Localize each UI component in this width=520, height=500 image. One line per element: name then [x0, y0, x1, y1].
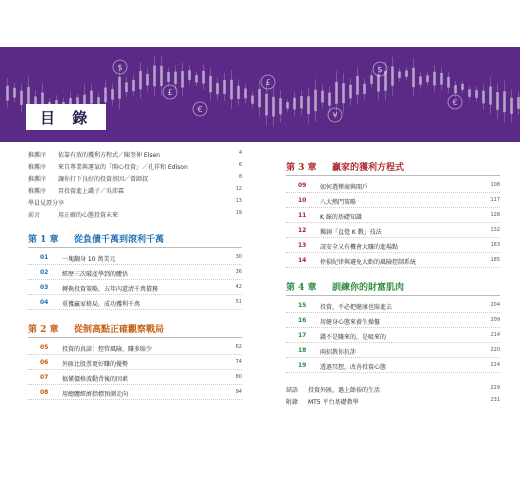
entry-title: 投資的真諦：控管風險、賺多賠少	[62, 346, 153, 353]
toc-title-box	[26, 104, 106, 130]
toc-entry	[28, 385, 242, 400]
toc-entry	[286, 208, 500, 223]
toc-entry	[28, 340, 242, 355]
toc-entry	[286, 358, 500, 373]
page-number: 185	[490, 257, 500, 263]
page-number: 229	[490, 385, 500, 391]
candle-body	[356, 76, 359, 95]
candle-body	[202, 71, 205, 84]
front-matter-label: 推薦序	[28, 152, 47, 159]
candle-body	[433, 72, 436, 86]
page-number: 231	[490, 397, 500, 403]
entry-title: K 線的基礎知識	[320, 214, 362, 221]
chapter-rule	[28, 247, 242, 248]
chapter-number: 第 3 章	[286, 163, 317, 173]
dollar-icon: $	[117, 63, 123, 72]
entry-number: 07	[40, 374, 49, 381]
candle-body	[370, 75, 373, 83]
page-number: 6	[238, 162, 242, 168]
toc-entry	[286, 343, 500, 358]
back-matter-title: MT5 平台基礎教學	[308, 399, 359, 406]
entry-title: 用健身心態來養生操盤	[320, 319, 381, 326]
page-number: 62	[235, 344, 242, 350]
page-number: 51	[235, 299, 242, 305]
candle-body	[265, 94, 268, 115]
candle-body	[286, 102, 289, 108]
entry-title: 用總體經濟指標預測走向	[62, 391, 129, 398]
candle-body	[188, 70, 191, 80]
page-number: 108	[490, 182, 500, 188]
chapter-heading	[28, 318, 242, 340]
page-number: 204	[490, 302, 500, 308]
entry-number: 03	[40, 284, 49, 291]
pound-icon: £	[167, 88, 173, 97]
candle-body	[125, 82, 128, 92]
front-matter-row	[28, 208, 242, 220]
candle-body	[426, 75, 429, 82]
toc-entry	[286, 253, 500, 268]
chapter-number: 第 2 章	[28, 325, 59, 335]
left-column	[28, 148, 242, 400]
chapter-title: 從負債千萬到滾利千萬	[74, 235, 165, 245]
candle-body	[195, 75, 198, 82]
candle-body	[300, 96, 303, 108]
chapter-heading	[286, 276, 500, 298]
entry-number: 09	[298, 182, 307, 189]
euro-icon: €	[197, 105, 203, 114]
front-matter-row	[28, 148, 242, 160]
candle-body	[174, 72, 177, 84]
front-matter-title: 來自專業與運氣的「開心投資」／孔祥和 Edison	[58, 164, 188, 171]
candle-body	[489, 86, 492, 104]
candle-body	[251, 96, 254, 104]
entry-title: 兩招教你抗詐	[320, 349, 357, 356]
candle-body	[230, 80, 233, 99]
spacer	[286, 373, 500, 383]
candle-body	[272, 97, 275, 117]
entry-title: 該安全又有機會大賺的進場點	[320, 244, 399, 251]
entry-number: 19	[298, 362, 307, 369]
entry-title: 外匯比股票更好賺的優勢	[62, 361, 129, 368]
page-number: 214	[490, 332, 500, 338]
page-number: 80	[235, 374, 242, 380]
candle-body	[482, 91, 485, 104]
front-matter-title: 晉投資進上錢子／吳沛霖	[58, 188, 125, 195]
candle-body	[510, 98, 513, 114]
chapter-heading	[286, 156, 500, 178]
front-matter-row	[28, 172, 242, 184]
back-matter-row	[286, 395, 500, 407]
candle-body	[216, 83, 219, 94]
candle-body	[496, 92, 499, 110]
front-matter-title: 依靠有效的獲利方程式／陳奎伸 Elsen	[58, 152, 160, 159]
entry-number: 16	[298, 317, 307, 324]
entry-number: 14	[298, 257, 307, 264]
candle-body	[244, 89, 247, 99]
front-matter-row	[28, 196, 242, 208]
back-matter-label: 結語	[286, 387, 299, 394]
page-number: 128	[490, 212, 500, 218]
entry-number: 17	[298, 332, 307, 339]
candle-body	[258, 89, 261, 107]
entry-title: 透過冥想，改善投資心態	[320, 364, 387, 371]
candle-body	[167, 72, 170, 82]
candle-body	[181, 71, 184, 87]
candle-body	[13, 88, 16, 98]
candle-body	[321, 91, 324, 103]
entry-title: 投資，不必把健康也賠進去	[320, 304, 393, 311]
back-matter-label: 附錄	[286, 399, 299, 406]
page-number: 12	[235, 186, 242, 192]
back-matter-row	[286, 383, 500, 395]
chapter-heading	[28, 228, 242, 250]
candle-body	[314, 90, 317, 111]
front-matter-row	[28, 160, 242, 172]
toc-entry	[286, 223, 500, 238]
candle-body	[160, 66, 163, 86]
candle-body	[132, 80, 135, 91]
candle-body	[279, 98, 282, 114]
yen-icon: ¥	[332, 111, 338, 120]
candle-body	[503, 91, 506, 112]
entry-title: 搞懂價格波動背後的因素	[62, 376, 129, 383]
entry-number: 01	[40, 254, 49, 261]
entry-number: 10	[298, 197, 307, 204]
candle-body	[363, 84, 366, 94]
candle-body	[90, 91, 93, 104]
candle-body	[468, 89, 471, 96]
page-number: 209	[490, 317, 500, 323]
candle-body	[237, 86, 240, 99]
toc-entry	[28, 265, 242, 280]
front-matter-label: 推薦序	[28, 164, 47, 171]
entry-title: 如何選擇商與開戶	[320, 184, 369, 191]
candle-body	[398, 71, 401, 78]
toc-entry	[286, 328, 500, 343]
euro-icon: €	[452, 98, 458, 107]
front-matter-label: 推薦序	[28, 188, 47, 195]
entry-number: 15	[298, 302, 307, 309]
entry-number: 12	[298, 227, 307, 234]
page-number: 94	[235, 389, 242, 395]
toc-title: 目 錄	[40, 109, 94, 127]
page-number: 13	[235, 198, 242, 204]
candle-body	[20, 91, 23, 105]
page-number: 8	[238, 174, 242, 180]
chapter-title: 訓練你的財富肌肉	[332, 283, 405, 293]
page-number: 36	[235, 269, 242, 275]
candle-body	[475, 90, 478, 98]
dollar-icon: $	[377, 65, 383, 74]
toc-entry	[28, 355, 242, 370]
entry-number: 05	[40, 344, 49, 351]
candle-body	[461, 84, 464, 90]
page-number: 42	[235, 284, 242, 290]
candle-body	[412, 68, 415, 87]
candle-body	[6, 86, 9, 101]
chapter-rule	[286, 175, 500, 176]
toc-entry	[286, 298, 500, 313]
page-number: 117	[490, 197, 500, 203]
right-column	[286, 148, 500, 407]
pound-icon: £	[265, 78, 271, 87]
entry-number: 08	[40, 389, 49, 396]
candle-body	[139, 71, 142, 89]
candle-body	[111, 89, 114, 99]
entry-title: 轉換投資策略，五年內還清千萬債務	[62, 286, 159, 293]
page-number: 132	[490, 227, 500, 233]
page-number: 19	[235, 210, 242, 216]
entry-title: 錢不是賺來的，是吸來的	[320, 334, 387, 341]
candle-body	[153, 65, 156, 86]
candle-body	[447, 77, 450, 88]
candle-body	[419, 76, 422, 84]
candle-body	[146, 74, 149, 86]
back-matter-title: 投資外匯，過上餘裕的生活	[308, 387, 381, 394]
entry-number: 18	[298, 347, 307, 354]
toc-entry	[28, 250, 242, 265]
entry-title: 經歷三次破產學到的體悟	[62, 271, 129, 278]
candle-body	[307, 96, 310, 114]
candle-body	[118, 77, 121, 99]
candle-body	[391, 66, 394, 85]
page-number: 74	[235, 359, 242, 365]
candle-body	[342, 83, 345, 103]
candle-body	[454, 85, 457, 93]
candle-body	[293, 98, 296, 110]
entry-title: 重獲贏家格局，成功獲利千萬	[62, 301, 141, 308]
chapter-title: 贏家的獲利方程式	[332, 163, 405, 173]
candle-body	[405, 71, 408, 77]
front-matter-title: 用正確的心態投資未來	[58, 212, 119, 219]
candle-body	[209, 76, 212, 92]
toc-entry	[286, 178, 500, 193]
entry-title: 八大熱門策略	[320, 199, 357, 206]
front-matter-title: 讓你打下良好的投資基因／曾師叔	[58, 176, 149, 183]
candle-body	[440, 73, 443, 85]
entry-title: 停損紀律與避免大虧的風險控制系統	[320, 259, 417, 266]
toc-entry	[28, 370, 242, 385]
candle-body	[335, 82, 338, 104]
front-matter-label: 學員見證分享	[28, 200, 65, 207]
entry-number: 11	[298, 212, 307, 219]
candle-body	[328, 93, 331, 106]
toc-entry	[286, 313, 500, 328]
page-number: 224	[490, 362, 500, 368]
entry-number: 02	[40, 269, 49, 276]
front-matter-label: 推薦序	[28, 176, 47, 183]
candle-body	[377, 74, 380, 91]
candle-body	[223, 80, 226, 94]
page-number: 4	[238, 150, 242, 156]
toc-entry	[28, 280, 242, 295]
entry-title: 獨創「直覺 K 戰」技法	[320, 229, 382, 236]
entry-number: 13	[298, 242, 307, 249]
toc-entry	[286, 238, 500, 253]
toc-entry	[28, 295, 242, 310]
chapter-rule	[286, 295, 500, 296]
front-matter-row	[28, 184, 242, 196]
chapter-number: 第 4 章	[286, 283, 317, 293]
chapter-title: 從制高點正確觀察戰局	[74, 325, 165, 335]
page-number: 163	[490, 242, 500, 248]
entry-number: 06	[40, 359, 49, 366]
front-matter-label: 前言	[28, 212, 41, 219]
entry-number: 04	[40, 299, 49, 306]
chapter-number: 第 1 章	[28, 235, 59, 245]
page-number: 220	[490, 347, 500, 353]
chapter-rule	[28, 337, 242, 338]
toc-entry	[286, 193, 500, 208]
candle-body	[104, 87, 107, 102]
entry-title: 一塊翻身 10 萬美元	[62, 256, 116, 263]
page-number: 30	[235, 254, 242, 260]
candle-body	[349, 85, 352, 99]
